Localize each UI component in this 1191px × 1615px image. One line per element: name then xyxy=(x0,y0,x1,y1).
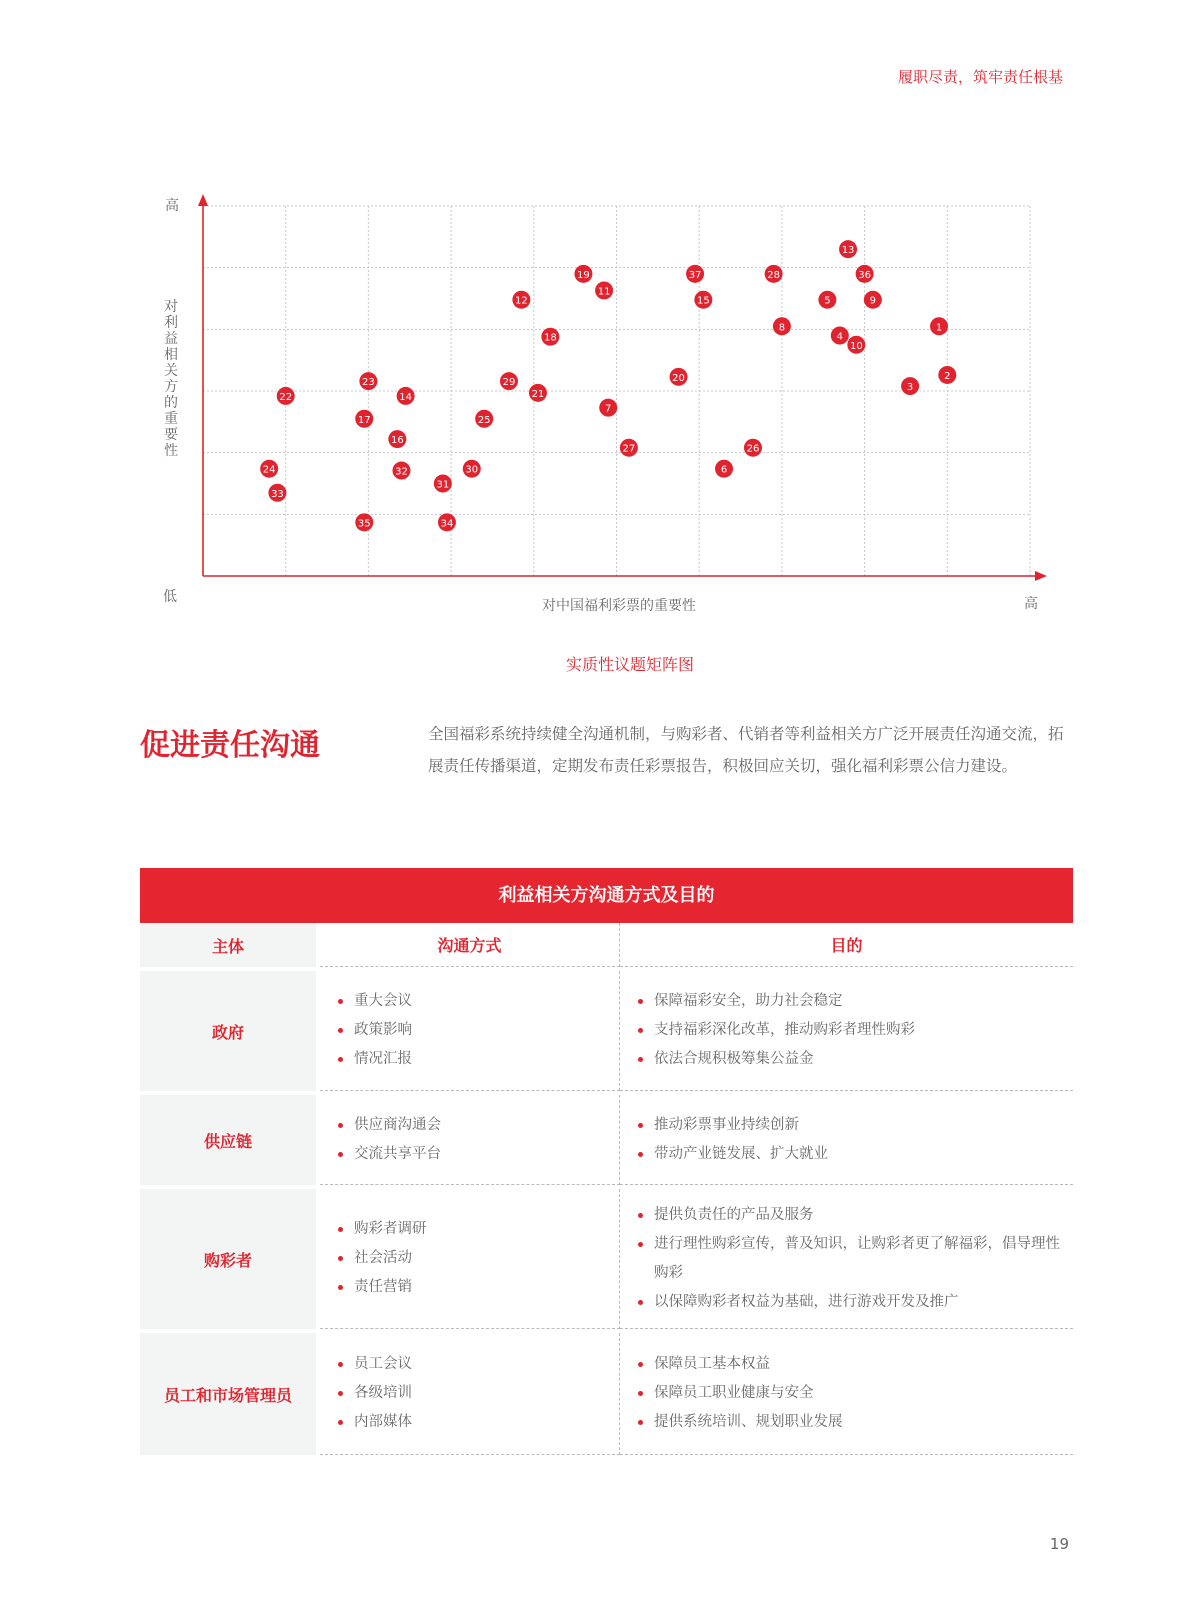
table-row xyxy=(140,1189,1073,1329)
point-label: 14 xyxy=(399,391,412,403)
point-label: 20 xyxy=(672,372,685,384)
materiality-matrix-chart xyxy=(150,190,1070,630)
point-label: 37 xyxy=(688,269,702,281)
method-item: 政策影响 xyxy=(338,1016,619,1045)
point-label: 23 xyxy=(362,377,375,389)
chart-point xyxy=(773,317,791,335)
method-item: 各级培训 xyxy=(338,1379,619,1408)
purpose-item: 提供系统培训、规划职业发展 xyxy=(638,1408,1073,1437)
chart-point xyxy=(595,281,613,299)
chart-point xyxy=(392,462,410,480)
method-item: 社会活动 xyxy=(338,1244,619,1273)
chart-point xyxy=(438,513,456,531)
table-row xyxy=(140,1333,1073,1455)
table-body xyxy=(140,971,1073,1455)
point-label: 22 xyxy=(279,391,293,403)
chart-point xyxy=(930,317,948,335)
point-label: 18 xyxy=(543,332,557,344)
chart-point xyxy=(715,460,733,478)
purpose-item: 保障福彩安全，助力社会稳定 xyxy=(638,987,1073,1016)
chart-point xyxy=(541,328,559,346)
chart-point xyxy=(260,460,278,478)
point-label: 16 xyxy=(390,435,404,447)
row-subject: 供应链 xyxy=(140,1095,316,1185)
method-item: 内部媒体 xyxy=(338,1408,619,1437)
chart-point xyxy=(599,399,617,417)
chart-point xyxy=(355,410,373,428)
purpose-item: 提供负责任的产品及服务 xyxy=(638,1201,1073,1230)
chart-point xyxy=(529,384,547,402)
row-purposes xyxy=(620,971,1073,1091)
table-header-row xyxy=(140,923,1073,967)
y-axis-arrow xyxy=(198,194,208,206)
chart-point xyxy=(574,265,592,283)
point-label: 32 xyxy=(395,466,408,478)
method-item: 情况汇报 xyxy=(338,1045,619,1074)
row-methods xyxy=(320,1189,620,1329)
point-label: 12 xyxy=(515,295,528,307)
y-high-label: 高 xyxy=(165,198,179,214)
method-item: 交流共享平台 xyxy=(338,1140,619,1169)
purpose-item: 保障员工职业健康与安全 xyxy=(638,1379,1073,1408)
point-label: 29 xyxy=(502,377,516,389)
point-label: 34 xyxy=(440,518,454,530)
point-label: 24 xyxy=(262,464,276,476)
purpose-item: 推动彩票事业持续创新 xyxy=(638,1111,1073,1140)
purpose-item: 进行理性购彩宣传，普及知识，让购彩者更了解福彩，倡导理性购彩 xyxy=(638,1230,1073,1288)
point-label: 36 xyxy=(858,269,871,281)
chart-point xyxy=(831,327,849,345)
point-label: 4 xyxy=(836,331,843,343)
chart-point xyxy=(765,265,783,283)
chart-point xyxy=(512,291,530,309)
table-title: 利益相关方沟通方式及目的 xyxy=(140,868,1073,923)
chart-point xyxy=(686,265,704,283)
point-label: 7 xyxy=(605,403,612,415)
point-label: 5 xyxy=(824,295,831,307)
point-label: 13 xyxy=(841,245,855,257)
purpose-item: 依法合规积极筹集公益金 xyxy=(638,1045,1073,1074)
point-label: 35 xyxy=(357,518,371,530)
section-title: 促进责任沟通 xyxy=(140,728,320,763)
chart-point xyxy=(463,460,481,478)
row-purposes xyxy=(620,1189,1073,1329)
chart-svg xyxy=(150,190,1070,630)
table-row xyxy=(140,971,1073,1091)
row-subject: 购彩者 xyxy=(140,1189,316,1329)
header-method: 沟通方式 xyxy=(320,923,620,967)
chart-point xyxy=(434,475,452,493)
method-item: 员工会议 xyxy=(338,1350,619,1379)
point-label: 3 xyxy=(906,382,914,394)
chart-point xyxy=(475,410,493,428)
y-axis-label: 对利益相关方的重要性 xyxy=(164,299,178,459)
header-tagline: 履职尽责，筑牢责任根基 xyxy=(897,68,1063,86)
chart-point xyxy=(620,439,638,457)
chart-point xyxy=(359,372,377,390)
chart-point xyxy=(847,336,865,354)
chart-point xyxy=(397,387,415,405)
section-body: 全国福彩系统持续健全沟通机制，与购彩者、代销者等利益相关方广泛开展责任沟通交流，拓展责任传播渠道，定期发布责任彩票报告，积极回应关切，强化福利彩票公信力建设。 xyxy=(428,725,1064,775)
header-purpose: 目的 xyxy=(620,923,1073,967)
chart-point xyxy=(744,439,762,457)
row-subject: 政府 xyxy=(140,971,316,1091)
chart-point xyxy=(355,513,373,531)
chart-point xyxy=(500,372,518,390)
point-label: 10 xyxy=(849,340,863,352)
method-item: 供应商沟通会 xyxy=(338,1111,619,1140)
page-number: 19 xyxy=(1049,1535,1069,1553)
purpose-item: 带动产业链发展、扩大就业 xyxy=(638,1140,1073,1169)
method-item: 购彩者调研 xyxy=(338,1215,619,1244)
point-label: 28 xyxy=(767,269,780,281)
chart-point xyxy=(818,291,836,309)
x-high-label: 高 xyxy=(1024,596,1038,612)
row-methods xyxy=(320,971,620,1091)
row-purposes xyxy=(620,1333,1073,1455)
point-label: 9 xyxy=(869,295,877,307)
point-label: 11 xyxy=(597,286,611,298)
method-item: 重大会议 xyxy=(338,987,619,1016)
point-label: 15 xyxy=(696,295,710,307)
point-label: 26 xyxy=(746,443,760,455)
stakeholder-table xyxy=(140,868,1073,1455)
point-label: 21 xyxy=(531,388,545,400)
purpose-item: 支持福彩深化改革，推动购彩者理性购彩 xyxy=(638,1016,1073,1045)
chart-point xyxy=(856,265,874,283)
purpose-item: 以保障购彩者权益为基础，进行游戏开发及推广 xyxy=(638,1288,1073,1317)
chart-point xyxy=(670,368,688,386)
point-label: 19 xyxy=(577,269,590,281)
row-subject: 员工和市场管理员 xyxy=(140,1333,316,1455)
point-label: 25 xyxy=(477,414,491,426)
point-label: 6 xyxy=(720,464,728,476)
chart-point xyxy=(268,484,286,502)
point-label: 27 xyxy=(622,443,636,455)
method-item: 责任营销 xyxy=(338,1273,619,1302)
chart-points xyxy=(260,240,956,531)
x-low-label: 低 xyxy=(163,589,177,605)
point-label: 33 xyxy=(271,488,284,500)
header-subject: 主体 xyxy=(140,923,316,967)
chart-point xyxy=(938,366,956,384)
table-row xyxy=(140,1095,1073,1185)
chart-point xyxy=(901,377,919,395)
point-label: 30 xyxy=(465,464,479,476)
point-label: 2 xyxy=(944,370,951,382)
chart-point xyxy=(694,291,712,309)
point-label: 1 xyxy=(935,322,943,334)
point-label: 8 xyxy=(778,322,786,334)
chart-point xyxy=(839,240,857,258)
row-methods xyxy=(320,1333,620,1455)
chart-point xyxy=(388,430,406,448)
x-axis-arrow xyxy=(1035,571,1047,581)
chart-title: 实质性议题矩阵图 xyxy=(565,655,694,674)
point-label: 31 xyxy=(436,479,450,491)
x-axis-label: 对中国福利彩票的重要性 xyxy=(542,598,696,614)
point-label: 17 xyxy=(357,414,371,426)
chart-point xyxy=(864,291,882,309)
chart-point xyxy=(277,387,295,405)
row-purposes xyxy=(620,1095,1073,1185)
row-methods xyxy=(320,1095,620,1185)
purpose-item: 保障员工基本权益 xyxy=(638,1350,1073,1379)
